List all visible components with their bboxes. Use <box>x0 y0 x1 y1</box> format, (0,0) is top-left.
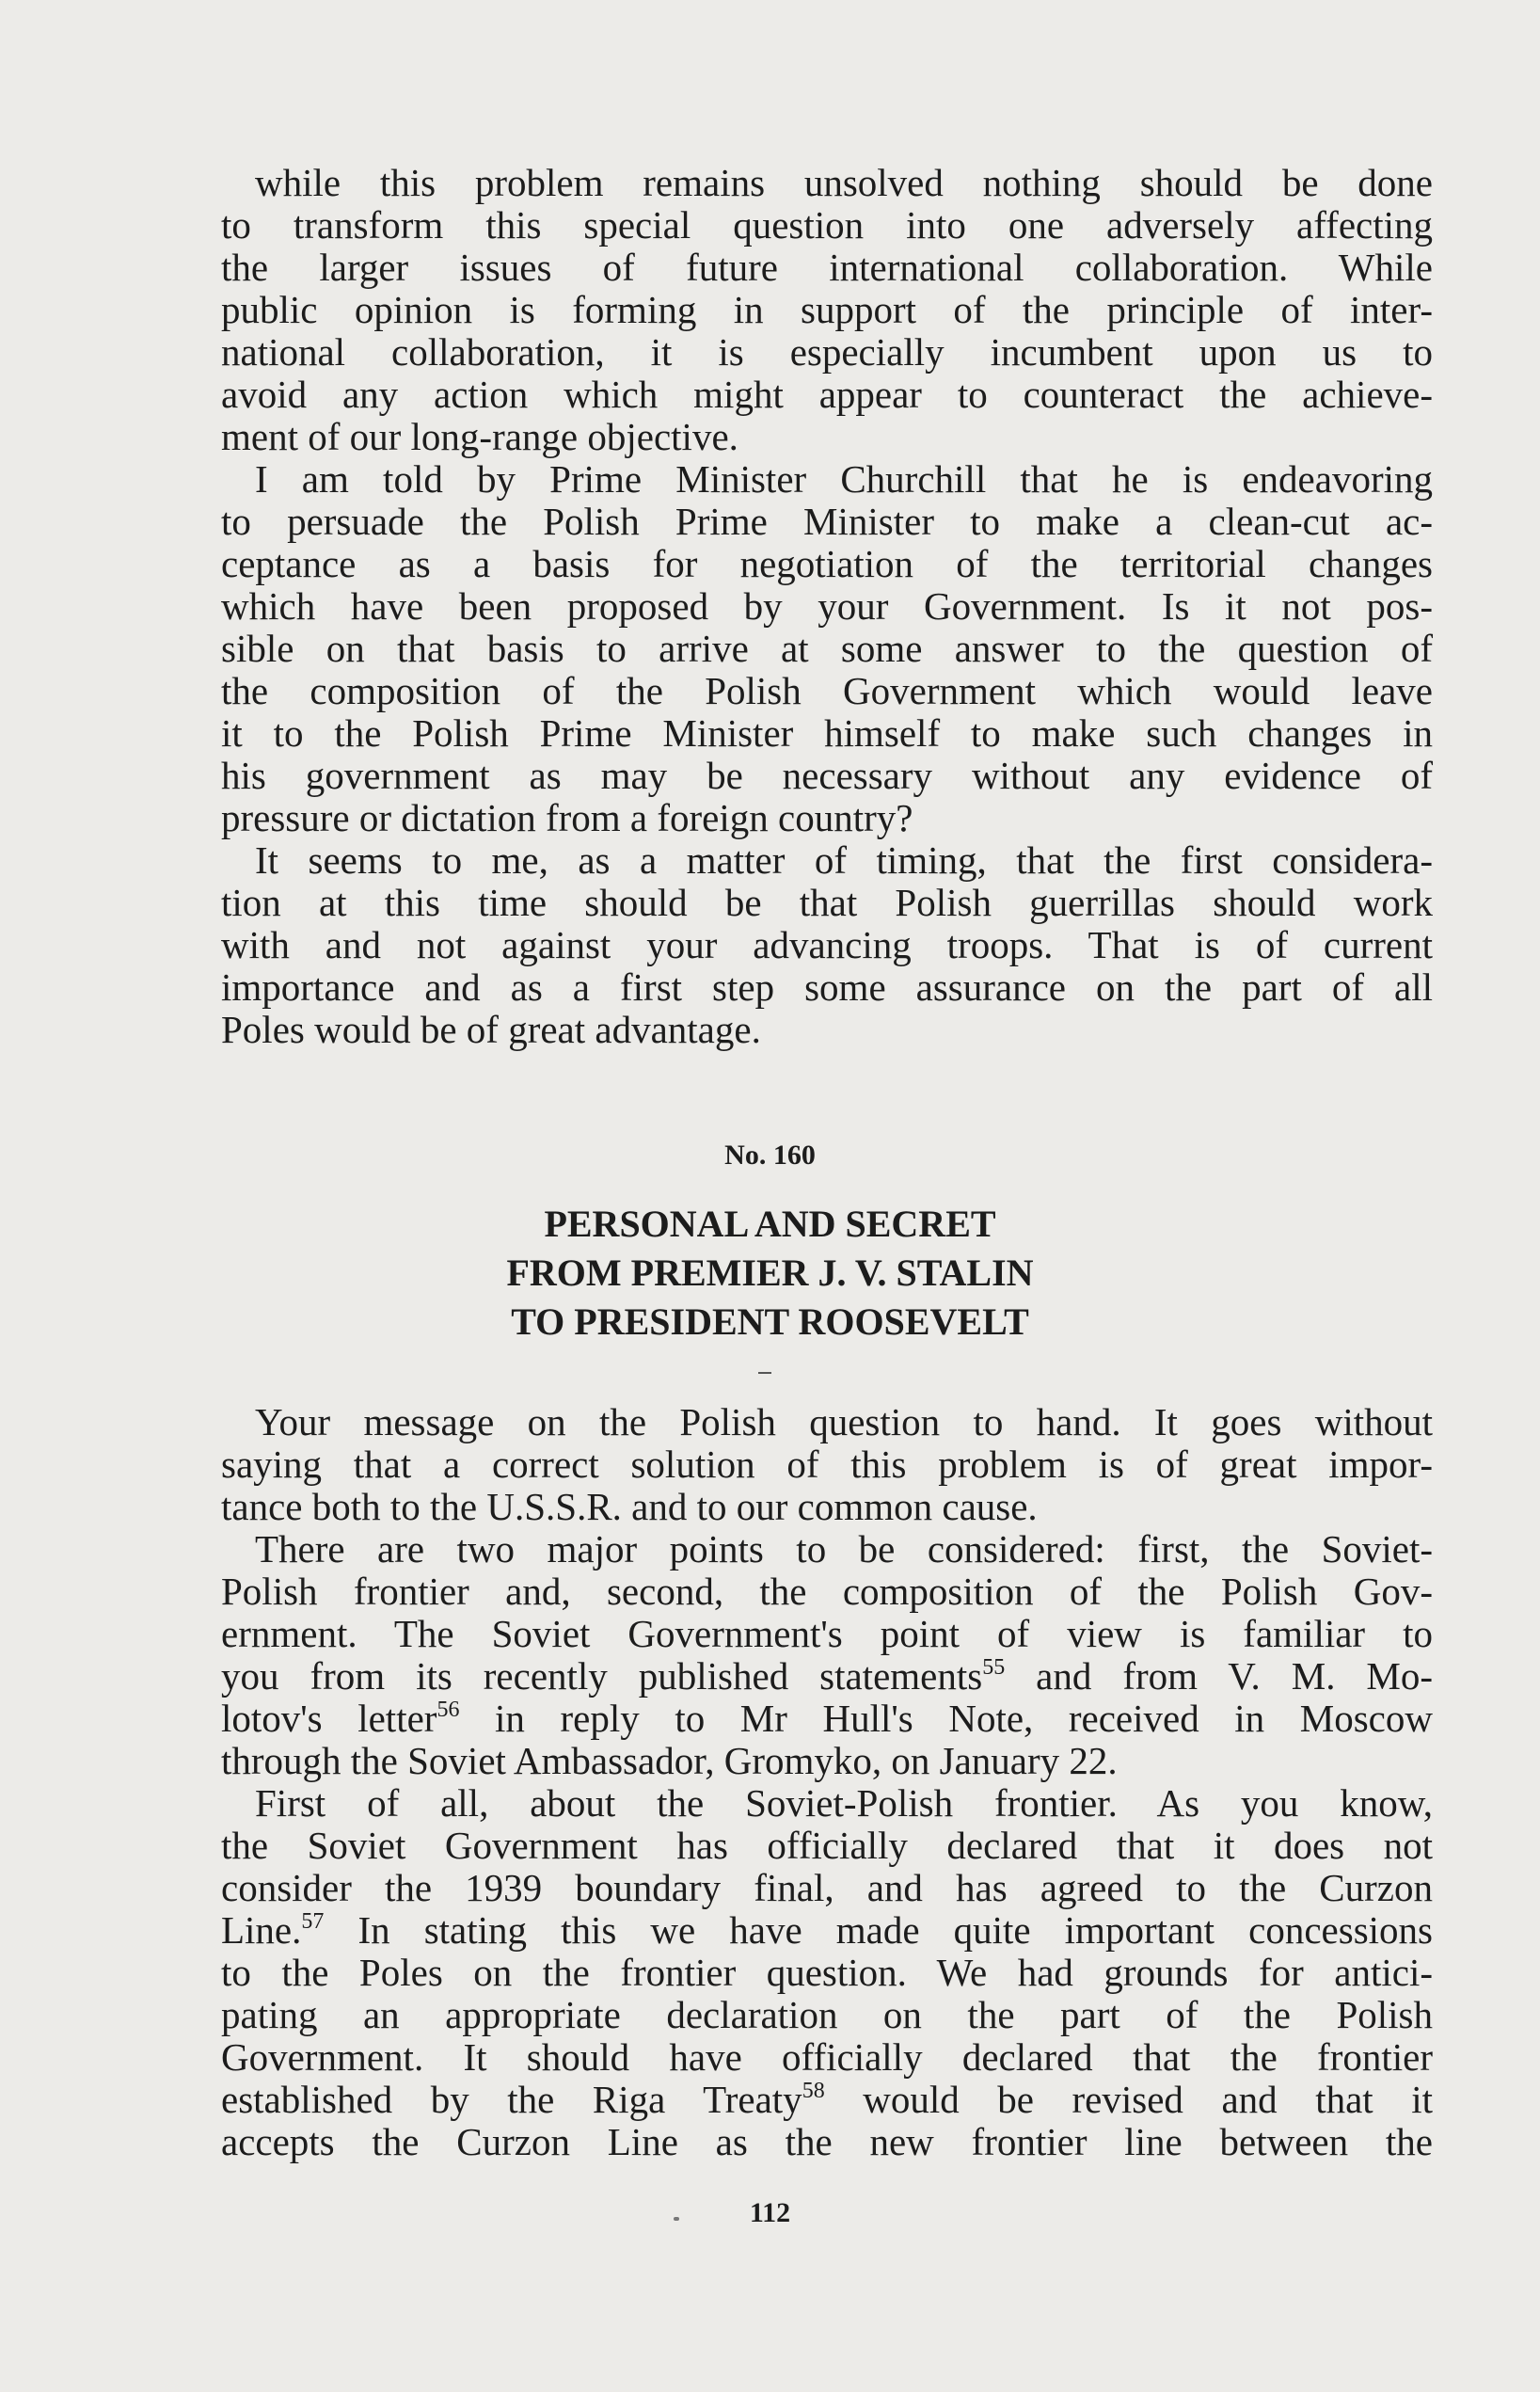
text-segment: accepts the Curzon Line as the new frontier line between the <box>221 2120 1433 2163</box>
text-segment: and from V. M. Mo- <box>1005 1654 1434 1698</box>
text-line: It seems to me, as a matter of timing, that the first considera- <box>255 838 1433 882</box>
footnote-ref: 56 <box>437 1698 460 1722</box>
heading-line: PERSONAL AND SECRET <box>544 1203 996 1245</box>
text-line: it to the Polish Prime Minister himself to make such changes in <box>221 711 1433 755</box>
text-line: with and not against your advancing troops. That is of current <box>221 923 1433 966</box>
text-line <box>221 1528 1433 1571</box>
letter-text <box>221 1401 1433 2163</box>
document-heading <box>0 1200 1540 1347</box>
text-segment: Government. It should have officially declared that the frontier <box>221 2035 1433 2079</box>
text-segment: There are two major points to be considered: first, the Soviet- <box>255 1527 1433 1571</box>
text-segment: in reply to Mr Hull's Note, received in Moscow <box>459 1697 1433 1740</box>
text-line: tion at this time should be that Polish guerrillas should work <box>221 881 1433 924</box>
footnote-ref: 58 <box>802 2079 825 2103</box>
text-line: public opinion is forming in support of the principle of inter- <box>221 288 1433 331</box>
text-line <box>221 1486 1433 1528</box>
text-segment: would be revised and that it <box>824 2078 1433 2121</box>
text-segment: lotov's letter <box>221 1697 437 1740</box>
text-line <box>221 2079 1433 2121</box>
text-segment: saying that a correct solution of this problem is of great impor- <box>221 1443 1433 1486</box>
text-line: the larger issues of future international collaboration. While <box>221 246 1433 289</box>
footnote-ref: 57 <box>301 1909 325 1934</box>
text-line <box>221 2036 1433 2079</box>
text-line <box>221 1825 1433 1867</box>
text-line: importance and as a first step some assurance on the part of all <box>221 965 1433 1009</box>
text-line: pressure or dictation from a foreign country? <box>221 796 913 839</box>
text-line <box>221 1909 1433 1952</box>
text-line: the composition of the Polish Government which would leave <box>221 669 1433 712</box>
top-text <box>221 162 1433 1051</box>
text-line <box>221 1571 1433 1613</box>
text-segment: tance both to the U.S.S.R. and to our common cause. <box>221 1485 1038 1528</box>
text-line <box>221 1782 1433 1825</box>
text-line: avoid any action which might appear to counteract the achieve- <box>221 373 1433 416</box>
text-segment: established by the Riga Treaty <box>221 2078 802 2121</box>
page-number: 112 <box>749 2197 791 2228</box>
heading-line: FROM PREMIER J. V. STALIN <box>506 1252 1034 1294</box>
text-segment: consider the 1939 boundary final, and has agreed to the Curzon <box>221 1866 1433 1909</box>
text-line: which have been proposed by your Government. Is it not pos- <box>221 584 1433 628</box>
text-segment: through the Soviet Ambassador, Gromyko, on January 22. <box>221 1739 1118 1782</box>
heading-line: TO PRESIDENT ROOSEVELT <box>511 1300 1029 1343</box>
text-line <box>221 1740 1433 1782</box>
text-segment: First of all, about the Soviet-Polish frontier. As you know, <box>255 1781 1433 1825</box>
text-segment: Your message on the Polish question to hand. It goes without <box>255 1400 1433 1443</box>
text-line <box>221 1994 1433 2036</box>
text-line: while this problem remains unsolved nothing should be done <box>255 161 1433 204</box>
text-line: to persuade the Polish Prime Minister to make a clean-cut ac- <box>221 500 1433 543</box>
text-line: to transform this special question into one adversely affecting <box>221 203 1433 247</box>
separator-dash <box>758 1372 771 1374</box>
document-number: No. 160 <box>724 1140 816 1171</box>
text-segment: Line. <box>221 1908 302 1952</box>
footnote-ref: 55 <box>982 1655 1006 1680</box>
text-segment: you from its recently published statements <box>221 1654 983 1698</box>
text-line <box>221 1655 1433 1698</box>
text-segment: the Soviet Government has officially declared that it does not <box>221 1824 1433 1867</box>
text-segment: to the Poles on the frontier question. We had grounds for antici- <box>221 1951 1433 1994</box>
text-line: his government as may be necessary without any evidence of <box>221 754 1433 797</box>
text-segment: pating an appropriate declaration on the part of the Polish <box>221 1993 1433 2036</box>
text-segment: ernment. The Soviet Government's point of view is familiar to <box>221 1612 1433 1655</box>
text-line <box>221 1698 1433 1740</box>
text-line <box>221 1613 1433 1655</box>
text-line <box>221 2121 1433 2163</box>
text-segment: Polish frontier and, second, the composition of the Polish Gov- <box>221 1570 1433 1613</box>
text-line: Poles would be of great advantage. <box>221 1008 761 1051</box>
text-line <box>221 1867 1433 1909</box>
text-segment: In stating this we have made quite important concessions <box>324 1908 1433 1952</box>
text-line <box>221 1952 1433 1994</box>
text-line <box>221 1443 1433 1486</box>
text-line <box>221 1401 1433 1443</box>
text-line: I am told by Prime Minister Churchill that he is endeavoring <box>255 457 1433 501</box>
text-line: ment of our long-range objective. <box>221 415 738 458</box>
text-line: ceptance as a basis for negotiation of the territorial changes <box>221 542 1433 585</box>
text-line: national collaboration, it is especially incumbent upon us to <box>221 330 1433 374</box>
text-line: sible on that basis to arrive at some answer to the question of <box>221 627 1433 670</box>
